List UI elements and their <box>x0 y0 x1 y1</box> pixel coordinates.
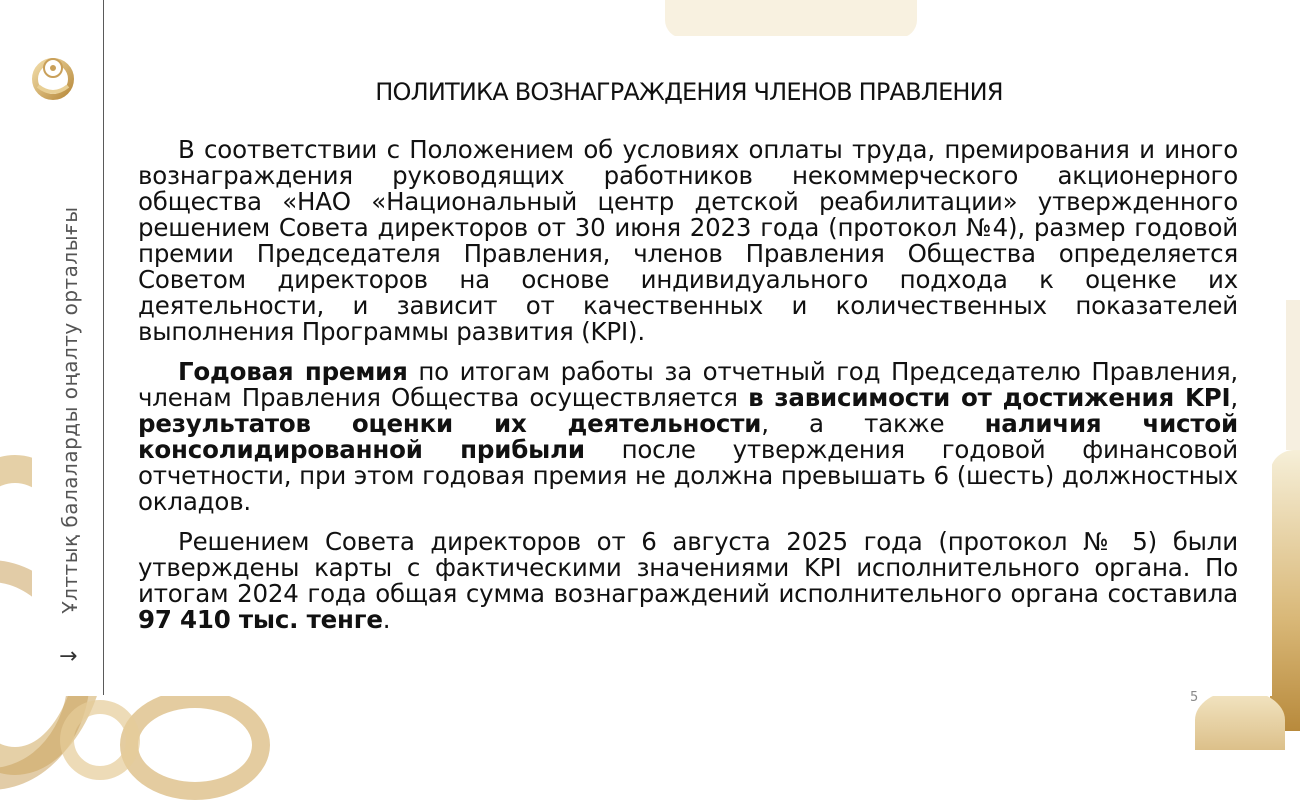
paragraph-2-text-1: по итогам работы за отчетный год Председателю Правления, членам Правления Общества осуществляется <box>138 357 1238 412</box>
slide-body <box>138 137 1238 647</box>
paragraph-2-text-4: после утверждения годовой финансовой отчетности, при этом годовая премия не должна превышать 6 (шесть) должностных окладов. <box>138 435 1238 516</box>
right-decor-strip <box>1286 300 1300 450</box>
bottom-decor-arc <box>120 690 270 800</box>
bottom-decor-arc-small <box>60 700 140 780</box>
paragraph-1 <box>138 137 1238 345</box>
paragraph-2-text-3: , а также <box>761 409 985 438</box>
center-logo-icon <box>28 52 78 102</box>
paragraph-2-text-2: , <box>1230 383 1238 412</box>
top-decor-band <box>665 0 917 38</box>
paragraph-3-text-2: . <box>382 605 391 634</box>
paragraph-3-text-1: Решением Совета директоров от 6 августа 2025 года (протокол № 5) были утверждены карты с фактическими значениями KPI исполнительного органа. По итогам 2024 года общая сумма вознаграждений исполнительного органа составила <box>138 527 1238 608</box>
paragraph-1-text: В соответствии с Положением об условиях оплаты труда, премирования и иного вознаграждения руководящих работников некоммерческого акционерного общества «НАО «Национальный центр детской реабилитации» утвержденного решением Совета директоров от 30 июня 2023 года (протокол №4), размер годовой премии Председателя Правления, членов Правления Общества определяется Советом директоров на основе индивидуального подхода к оценке их деятельности, и зависит от качественных и количественных показателей выполнения Программы развития (KPI). <box>138 135 1238 346</box>
total-amount-bold: 97 410 тыс. тенге <box>138 605 383 634</box>
bottom-right-decor <box>1195 690 1285 750</box>
paragraph-3 <box>138 529 1238 633</box>
page-number: 5 <box>1190 690 1199 705</box>
net-profit-bold: наличия чистой консолидированной прибыли <box>138 409 1238 464</box>
evaluation-results-bold: результатов оценки их деятельности <box>138 409 762 438</box>
slide-title: ПОЛИТИКА ВОЗНАГРАЖДЕНИЯ ЧЛЕНОВ ПРАВЛЕНИЯ <box>375 78 1003 106</box>
arrow-right-icon: → <box>59 644 78 669</box>
right-decor-band <box>1270 450 1300 731</box>
sidebar-vertical-label: Ұлттық балаларды оңалту орталығы <box>58 206 82 614</box>
sidebar-divider <box>103 0 104 695</box>
paragraph-2 <box>138 359 1238 515</box>
kpi-dependency-bold: в зависимости от достижения KPI <box>748 383 1231 412</box>
annual-bonus-bold: Годовая премия <box>178 357 408 386</box>
